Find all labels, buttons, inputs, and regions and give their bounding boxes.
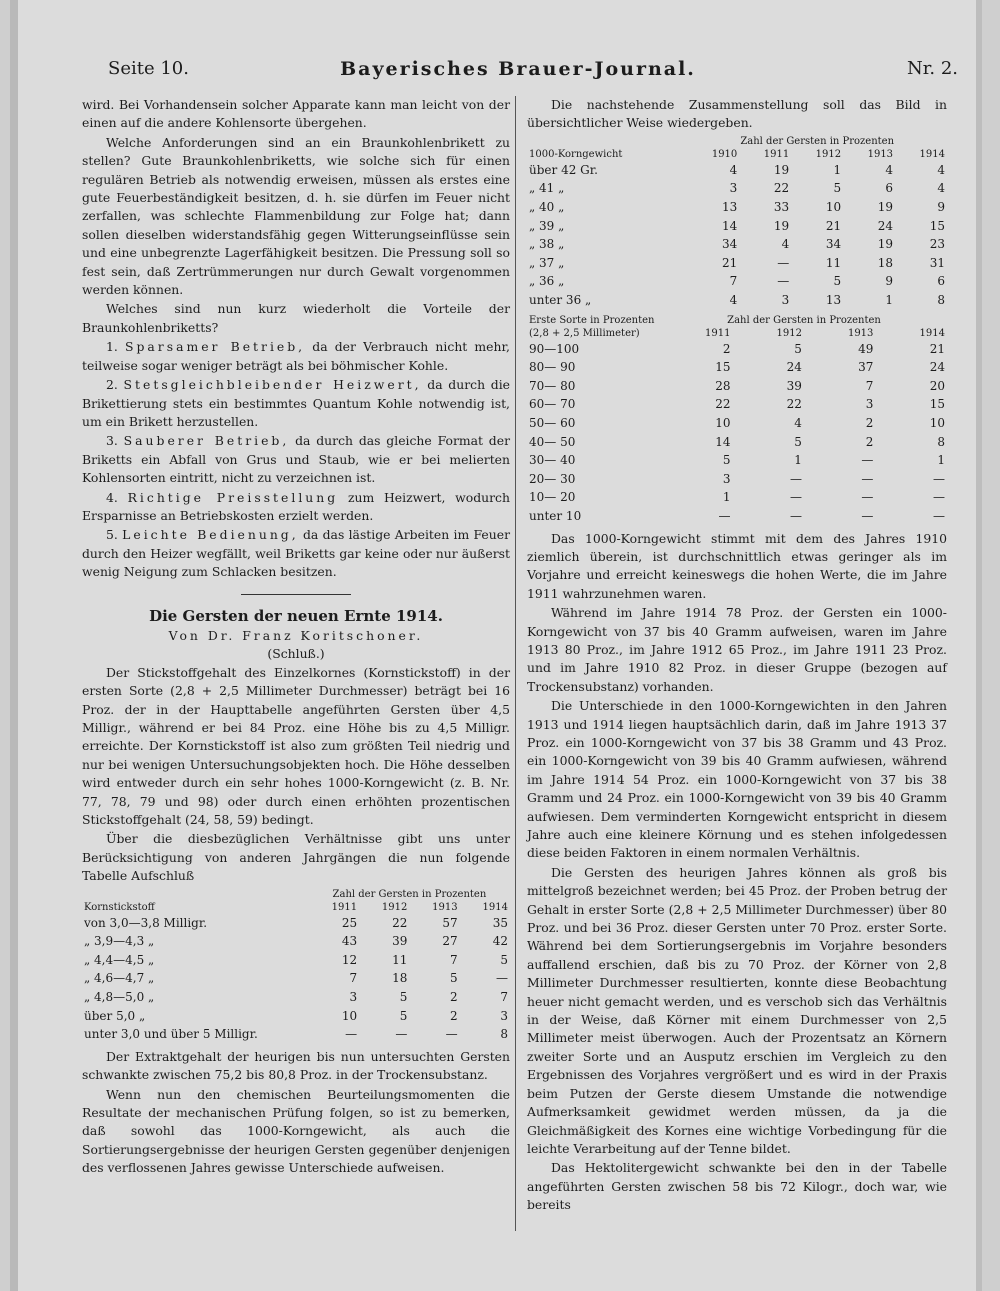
table-row: „ 40 „ 13 33 10 19 9: [529, 200, 945, 214]
left-column: [82, 96, 510, 1179]
paragraph: Welches sind nun kurz wiederholt die Vorteile der Braunkohlenbriketts?: [82, 301, 510, 335]
section-rule: [241, 594, 351, 595]
paragraph: Wenn nun den chemischen Beurteilungsmomenten die Resultate der mechanischen Prüfung folgen, so ist zu bemerken, daß sowohl das 1000-Korngewicht, als auch die Sortierungsergebnisse der heurigen Gersten gegenüber denjenigen des verflossenen Jahres gewisse Unterschiede aufweisen.: [82, 1086, 510, 1176]
table-row: 10— 20 1 — — —: [529, 490, 945, 505]
table-row: 80— 90 15 24 37 24: [529, 360, 945, 375]
table-header-super: Zahl der Gersten in Prozenten: [740, 135, 895, 147]
page-number: Seite 10.: [108, 58, 189, 79]
nitrogen-table: [82, 888, 510, 1044]
table-year: 1913: [432, 901, 458, 913]
list-item: 4. Richtige Preisstellung zum Heizwert, wodurch Ersparnisse an Betriebskosten erzielt werden.: [82, 489, 510, 523]
table-year: 1914: [919, 148, 945, 160]
article-title: Die Gersten der neuen Ernte 1914.: [149, 606, 443, 625]
table-row: 90—100 2 5 49 21: [529, 341, 945, 356]
article-continuation-note: (Schluß.): [267, 646, 325, 662]
table-year: 1912: [776, 327, 802, 339]
table-year: 1911: [705, 327, 731, 339]
page-edge: [10, 0, 18, 1291]
table-year: 1912: [815, 148, 842, 160]
table-year: 1911: [331, 901, 358, 913]
kernel-weight-table: [527, 135, 947, 310]
table-year: 1913: [867, 148, 894, 160]
table-row: von 3,0—3,8 Milligr. 25 22 57 35: [84, 915, 508, 930]
table-year: 1911: [763, 148, 790, 160]
paragraph: Der Stickstoffgehalt des Einzelkornes (Kornstickstoff) in der ersten Sorte (2,8 + 2,5 Millimeter Durchmesser) beträgt bei 16 Proz. der in der Haupttabelle angeführten Gersten über 4,5 Milligr., während er bei 84 Proz. eine Höhe bis zu 4,5 Milligr. erreichte. Der Kornstickstoff ist also zum größten Teil niedrig und nur bei wenigen Untersuchungsobjekten hoch. Die Höhe desselben wird entweder durch ein sehr hohes 1000-Korngewicht (z. B. Nr. 77, 78, 79 und 98) oder durch einen erhöhten prozentischen Stickstoffgehalt (24, 58, 59) bedingt.: [82, 664, 510, 828]
paragraph: Das 1000-Korngewicht stimmt mit dem des Jahres 1910 ziemlich überein, ist durchschnittlich etwas geringer als im Vorjahre und erreicht keineswegs die hohen Werte, die im Jahre 1911 wahrzunehmen waren.: [527, 530, 947, 601]
table-row: „ 36 „ 7 — 5 9 6: [529, 274, 945, 289]
table-header-label: Erste Sorte in Prozenten (2,8 + 2,5 Millimeter): [529, 314, 655, 339]
list-item: 3. Sauberer Betrieb, da durch das gleiche Format der Briketts ein Abfall von Grus und Staub, wie er bei melierten Kohlensorten eintritt, nicht zu verzeichnen ist.: [82, 433, 510, 486]
table-row: „ 3,9—4,3 „ 43 39 27 42: [84, 934, 508, 949]
paragraph: Die nachstehende Zusammenstellung soll das Bild in übersichtlicher Weise wiedergeben.: [527, 97, 947, 131]
table-year: 1910: [711, 148, 738, 160]
list-item: 1. Sparsamer Betrieb, da der Verbrauch nicht mehr, teilweise sogar weniger beträgt als bei böhmischer Kohle.: [82, 339, 510, 373]
table-row: „ 4,4—4,5 „ 12 11 7 5: [84, 952, 508, 967]
table-row: 60— 70 22 22 3 15: [529, 397, 945, 412]
table-row: über 42 Gr. 4 19 1 4 4: [529, 162, 945, 177]
article-byline: Von Dr. Franz Koritschoner.: [168, 627, 424, 643]
table-row: „ 39 „ 14 19 21 24 15: [529, 218, 945, 233]
paragraph: Die Unterschiede in den 1000-Korngewichten in den Jahren 1913 und 1914 liegen hauptsächlich darin, daß im Jahre 1913 37 Proz. ein 1000-Korngewicht von 37 bis 38 Gramm und 43 Proz. ein 1000-Korngewicht von 39 bis 40 Gramm aufwiesen, während im Jahre 1914 54 Proz. ein 1000-Korngewicht von 37 bis 38 Gramm und 24 Proz. ein 1000-Korngewicht von 39 bis 40 Gramm aufwiesen. Dem verminderten Korngewicht entspricht in diesem Jahre auch eine kleinere Körnung und es stehen infolgedessen diese beiden Faktoren in einem normalen Verhältnis.: [527, 698, 947, 861]
table-year: 1913: [847, 327, 874, 339]
page-header: [108, 58, 958, 88]
list-item: 2. Stetsgleichbleibender Heizwert, da durch die Brikettierung stets ein bestimmtes Quantum Kohle notwendig ist, um ein Brikett herzustellen.: [82, 377, 510, 429]
paragraph: Der Extraktgehalt der heurigen bis nun untersuchten Gersten schwankte zwischen 75,2 bis 80,8 Proz. in der Trockensubstanz.: [82, 1048, 510, 1083]
table-row: unter 10 — — — —: [529, 508, 945, 523]
table-header-label: Kornstickstoff: [84, 901, 155, 913]
list-item: 5. Leichte Bedienung, da das lästige Arbeiten im Feuer durch den Heizer wegfällt, weil Briketts gar keine oder nur äußerst wenig Neigung zum Schlacken besitzen.: [82, 527, 511, 580]
table-row: 40— 50 14 5 2 8: [529, 434, 945, 449]
table-header-super: Zahl der Gersten in Prozenten: [727, 314, 881, 326]
paragraph: Die Gersten des heurigen Jahres können als groß bis mittelgroß bezeichnet werden; bei 45 Proz. der Proben betrug der Gehalt in erster Sorte (2,8 + 2,5 Millimeter Durchmesser) über 80 Proz. und bei 36 Proz. dieser Gersten unter 70 Proz. erster Sorte. Während bei dem Sortierungsergebnis im Vorjahre besonders auffallend erschien, daß bis zu 70 Proz. der Körner von 2,8 Millimeter Durchmesser resultierten, konnte diese Beobachtung heuer nicht gemacht werden, und es verschob sich das Verhältnis in der Weise, daß Körner mit einem Durchmesser von 2,5 Millimeter meist überwogen. Auch der Prozentsatz an Körnern zweiter Sorte und an Ausputz erschien im Vergleich zu den Ergebnissen des Vorjahres vergrößert und es wird in der Praxis beim Putzen der Gerste diesem Umstande die notwendige Aufmerksamkeit gewidmet werden müssen, da ja die Gleichmäßigkeit des Kornes eine wichtige Vorbedingung für die leichte Verarbeitung auf der Tenne bildet.: [527, 864, 947, 1156]
paragraph: wird. Bei Vorhandensein solcher Apparate kann man leicht von der einen auf die andere Kohlensorte übergehen.: [82, 97, 510, 131]
table-row: unter 36 „ 4 3 13 1 8: [529, 292, 945, 307]
journal-title: Bayerisches Brauer-Journal.: [340, 58, 696, 80]
right-column: [527, 96, 947, 1216]
advantages-list: [82, 338, 510, 581]
table-year: 1912: [381, 901, 408, 913]
table-row: über 5,0 „ 10 5 2 3: [84, 1008, 508, 1023]
issue-number: Nr. 2.: [907, 58, 958, 79]
table-header-label: 1000-Korngewicht: [529, 148, 623, 160]
table-year: 1914: [919, 327, 945, 339]
first-grade-table: [527, 314, 947, 526]
table-row: 70— 80 28 39 7 20: [529, 378, 945, 393]
paragraph: Während im Jahre 1914 78 Proz. der Gersten ein 1000-Korngewicht von 37 bis 40 Gramm aufweisen, waren im Jahre 1913 80 Proz., im Jahre 1912 65 Proz., im Jahre 1911 23 Proz. und im Jahre 1910 82 Proz. in dieser Gruppe (bezogen auf Trockensubstanz) vorhanden.: [527, 605, 947, 694]
table-header-super: Zahl der Gersten in Prozenten: [332, 888, 487, 900]
table-row: 20— 30 3 — — —: [529, 471, 945, 486]
table-row: „ 41 „ 3 22 5 6 4: [529, 181, 945, 196]
column-divider: [515, 96, 516, 1231]
table-row: unter 3,0 und über 5 Milligr. — — — 8: [84, 1027, 508, 1042]
paragraph: Welche Anforderungen sind an ein Braunkohlenbrikett zu stellen? Gute Braunkohlenbriketts, wie solche sich für einen regulären Betrieb als notwendig erweisen, müssen als erstes eine gute Feuerbeständigkeit besitzen, d. h. sie dürfen im Feuer nicht zerfallen, was schlechte Flammenbildung zur Folge hat; dann sollen dieselben widerstandsfähig gegen Witterungseinflüsse sein und eine unbegrenzte Lagerfähigkeit besitzen. Die Pressung soll so fest sein, daß Zertrümmerungen nur durch Gewalt vorgenommen werden können.: [82, 134, 510, 298]
table-row: 30— 40 5 1 — 1: [529, 453, 945, 468]
paragraph: Über die diesbezüglichen Verhältnisse gibt uns unter Berücksichtigung von anderen Jahrgängen die nun folgende Tabelle Aufschluß: [82, 831, 510, 884]
table-row: „ 4,6—4,7 „ 7 18 5 —: [84, 971, 508, 986]
table-row: „ 38 „ 34 4 34 19 23: [529, 237, 945, 252]
table-row: 50— 60 10 4 2 10: [529, 415, 945, 430]
table-row: „ 37 „ 21 — 11 18 31: [529, 255, 945, 270]
table-row: „ 4,8—5,0 „ 3 5 2 7: [84, 990, 508, 1005]
paragraph: Das Hektolitergewicht schwankte bei den in der Tabelle angeführten Gersten zwischen 58 bis 72 Kilogr., doch war, wie bereits: [527, 1160, 947, 1213]
table-year: 1914: [482, 901, 508, 913]
